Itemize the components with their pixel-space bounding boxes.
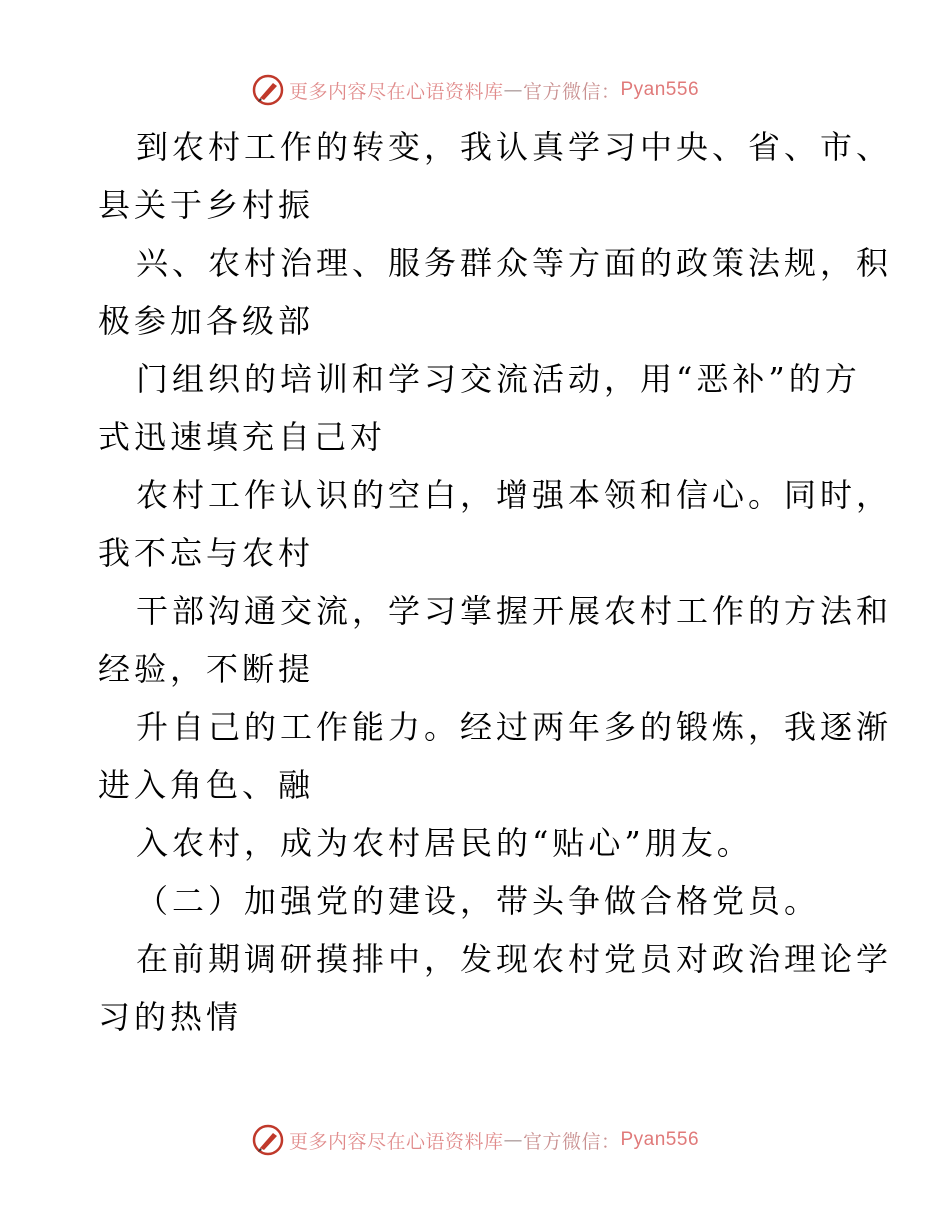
text-line: 县关于乡村振 [98, 186, 315, 224]
text-line: 门组织的培训和学习交流活动，用“恶补”的方 [136, 360, 861, 398]
text-line: 经验，不断提 [98, 650, 315, 688]
footer-watermark-banner [0, 1120, 950, 1160]
banner-separator: — [503, 1129, 523, 1151]
document-body [98, 118, 893, 1046]
text-line: 我不忘与农村 [98, 534, 315, 572]
banner-wechat-id: Pyan556 [620, 79, 700, 100]
pen-logo-icon [251, 73, 285, 107]
banner-wechat-label: 官方微信： [522, 80, 621, 103]
text-line: 到农村工作的转变，我认真学习中央、省、市、 [136, 128, 893, 166]
banner-separator: — [503, 79, 523, 101]
text-line: 兴、农村治理、服务群众等方面的政策法规，积 [136, 244, 893, 282]
pen-logo-icon [251, 1123, 285, 1157]
banner-wechat-id: Pyan556 [620, 1129, 700, 1150]
header-watermark-banner [0, 70, 950, 110]
banner-site-text: 更多内容尽在心语资料库 [288, 80, 504, 103]
text-line: 干部沟通交流，学习掌握开展农村工作的方法和 [136, 592, 893, 630]
text-line: 升自己的工作能力。经过两年多的锻炼，我逐渐 [136, 708, 893, 746]
text-line: 农村工作认识的空白，增强本领和信心。同时， [136, 476, 893, 514]
text-line: 式迅速填充自己对 [98, 418, 387, 456]
text-line: 在前期调研摸排中，发现农村党员对政治理论学 [136, 940, 893, 978]
text-line: 入农村，成为农村居民的“贴心”朋友。 [136, 824, 753, 862]
banner-site-text: 更多内容尽在心语资料库 [288, 1130, 504, 1153]
text-line: （二）加强党的建设，带头争做合格党员。 [136, 882, 821, 920]
text-line: 极参加各级部 [98, 302, 315, 340]
banner-wechat-label: 官方微信： [522, 1130, 621, 1153]
text-line: 习的热情 [98, 998, 243, 1036]
text-line: 进入角色、融 [98, 766, 315, 804]
